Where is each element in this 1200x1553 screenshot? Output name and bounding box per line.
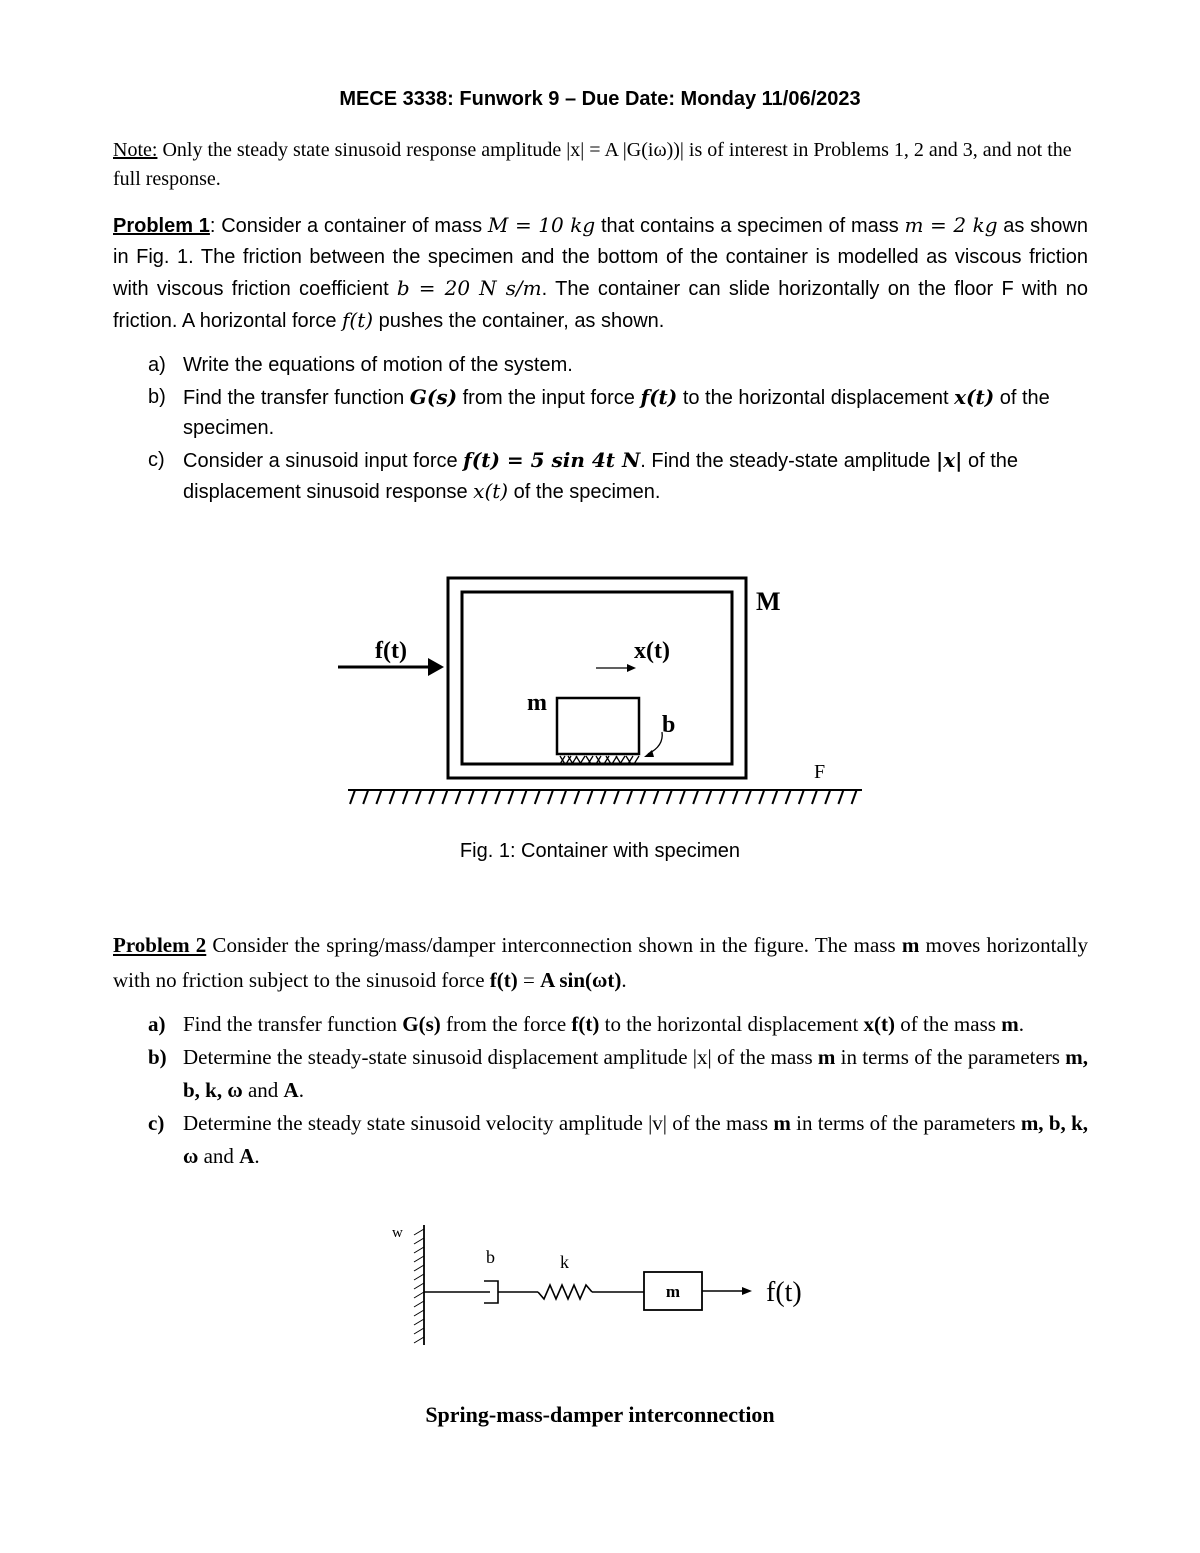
figure2-caption: Spring-mass-damper interconnection — [425, 1402, 775, 1427]
problem2-bold-2: f(t) — [489, 968, 518, 992]
item-bold: m — [817, 1045, 836, 1069]
item-label: b) — [148, 386, 166, 408]
hatch-line — [414, 1319, 424, 1325]
hatch-line — [601, 790, 606, 804]
list-item — [148, 445, 1088, 507]
hatch-line — [414, 1301, 424, 1307]
hatch-line — [416, 790, 421, 804]
hatch-line — [350, 790, 355, 804]
note-text: Only the steady state sinusoid response amplitude |x| = A |G(iω))| is of interest in Problems 1, 2 and 3, and not the full response. — [113, 139, 1072, 190]
problem1-statement — [113, 210, 1088, 337]
list-item — [148, 1008, 1088, 1041]
item-label: a) — [148, 354, 166, 376]
hatch-line — [414, 1292, 424, 1298]
floor-label: F — [814, 761, 826, 783]
hatch-line — [693, 790, 698, 804]
item-text: from the force — [440, 1012, 572, 1036]
item-math: x(t) — [954, 385, 995, 409]
item-bold: f(t) — [571, 1012, 600, 1036]
hatch-line — [403, 790, 408, 804]
hatch-line — [414, 1328, 424, 1334]
problem2-label: Problem 2 — [113, 933, 207, 957]
problem1-math-1: M = 10 kg — [487, 213, 596, 237]
hatch-line — [680, 790, 685, 804]
problem2-text-1: Consider the spring/mass/damper interconnection shown in the figure. The mass — [206, 933, 902, 957]
item-text: to the horizontal displacement — [599, 1012, 864, 1036]
problem2-list — [148, 1008, 1088, 1173]
problem2-bold-3: A sin(ωt) — [540, 968, 622, 992]
item-text: Determine the steady-state sinusoid displacement amplitude |x| of the mass — [183, 1045, 818, 1069]
problem1-label: Problem 1 — [113, 215, 210, 237]
hatch-line — [535, 790, 540, 804]
item-text: . — [298, 1078, 304, 1102]
hatch-line — [654, 790, 659, 804]
hatch-line — [363, 790, 368, 804]
hatch-line — [414, 1310, 424, 1316]
item-bold: m, b, k, ω — [183, 1111, 1088, 1168]
spring-label: k — [560, 1252, 569, 1272]
item-label: c) — [148, 1111, 165, 1135]
hatch-line — [812, 790, 817, 804]
hatch-line — [414, 1247, 424, 1253]
hatch-line — [508, 790, 513, 804]
item-text: Consider a sinusoid input force — [183, 450, 464, 472]
hatch-line — [852, 790, 857, 804]
displacement-arrow-head — [627, 664, 636, 672]
hatch-line — [772, 790, 777, 804]
hatch-line — [376, 790, 381, 804]
hatch-line — [588, 790, 593, 804]
problem2-bold-1: m — [901, 933, 920, 957]
list-item — [148, 1041, 1088, 1107]
floor-hatch — [350, 790, 857, 804]
hatch-line — [390, 790, 395, 804]
item-text: Write the equations of motion of the system. — [183, 354, 573, 376]
figure1-caption: Fig. 1: Container with specimen — [459, 840, 741, 862]
hatch-line — [548, 790, 553, 804]
container-outer-wall — [448, 578, 746, 778]
hatch-line — [522, 790, 527, 804]
item-text: to the horizontal displacement — [677, 387, 955, 409]
item-text: Determine the steady state sinusoid velocity amplitude |v| of the mass — [183, 1111, 774, 1135]
item-text: . — [254, 1144, 260, 1168]
hatch-line — [456, 790, 461, 804]
item-bold: A — [283, 1078, 299, 1102]
item-text: from the input force — [457, 387, 641, 409]
item-math: x(t) — [473, 479, 509, 503]
list-item — [148, 382, 1088, 443]
hatch-line — [414, 1229, 424, 1235]
wall-hatch — [414, 1229, 424, 1343]
hatch-line — [799, 790, 804, 804]
problem1-text-5: pushes the container, as shown. — [373, 310, 665, 332]
item-label: c) — [148, 449, 165, 471]
item-text: of the mass — [895, 1012, 1002, 1036]
item-text: of the specimen. — [183, 387, 1050, 439]
hatch-line — [733, 790, 738, 804]
hatch-line — [614, 790, 619, 804]
item-math: |x| — [935, 448, 963, 472]
hatch-line — [640, 790, 645, 804]
figure1-diagram — [0, 560, 1200, 820]
hatch-line — [429, 790, 434, 804]
item-math: f(t) — [640, 385, 678, 409]
list-item — [148, 350, 1088, 380]
hatch-line — [838, 790, 843, 804]
problem1-math-3: b = 20 N s/m — [396, 276, 542, 300]
item-text: of the specimen. — [508, 481, 661, 503]
hatch-line — [746, 790, 751, 804]
container-mass-label: M — [756, 587, 781, 616]
item-text: and — [198, 1144, 240, 1168]
force-label: f(t) — [375, 638, 407, 664]
hatch-line — [706, 790, 711, 804]
item-text: in terms of the parameters — [835, 1045, 1066, 1069]
item-text: Find the transfer function — [183, 387, 410, 409]
item-bold: m, b, k, ω — [183, 1045, 1088, 1102]
mass-label: m — [665, 1282, 681, 1301]
item-text: in terms of the parameters — [790, 1111, 1021, 1135]
hatch-line — [414, 1283, 424, 1289]
hatch-line — [720, 790, 725, 804]
friction-pointer — [648, 732, 662, 754]
item-text: Find the transfer function — [183, 1012, 403, 1036]
figure2-diagram — [0, 1215, 1200, 1355]
force-arrow-head — [428, 658, 444, 676]
hatch-line — [414, 1238, 424, 1244]
damper-label: b — [486, 1247, 495, 1267]
problem1-text-2: that contains a specimen of mass — [595, 215, 905, 237]
item-bold: G(s) — [402, 1012, 441, 1036]
list-item — [148, 1107, 1088, 1173]
problem2-text-4: . — [621, 968, 627, 992]
item-text: and — [242, 1078, 284, 1102]
displacement-label: x(t) — [634, 638, 670, 664]
item-bold: m — [1001, 1012, 1019, 1036]
specimen-block — [557, 698, 639, 754]
item-label: b) — [148, 1045, 167, 1069]
hatch-line — [414, 1265, 424, 1271]
item-bold: x(t) — [863, 1012, 896, 1036]
hatch-line — [786, 790, 791, 804]
force-arrow-head — [742, 1287, 752, 1295]
note-paragraph — [113, 136, 1088, 194]
hatch-line — [561, 790, 566, 804]
hatch-line — [442, 790, 447, 804]
page-title: MECE 3338: Funwork 9 – Due Date: Monday 11/06/2023 — [339, 88, 861, 110]
item-bold: A — [239, 1144, 255, 1168]
force-label: f(t) — [766, 1277, 802, 1308]
item-math: f(t) = 5 sin 4t N — [463, 448, 641, 472]
wall-label: w — [392, 1225, 403, 1241]
item-text: . Find the steady-state amplitude — [640, 450, 936, 472]
problem2-text-3: = — [517, 968, 541, 992]
problem2-statement — [113, 928, 1088, 998]
item-bold: m — [773, 1111, 791, 1135]
problem1-math-4: f(t) — [342, 308, 374, 332]
specimen-mass-label: m — [527, 690, 547, 716]
hatch-line — [574, 790, 579, 804]
hatch-line — [414, 1256, 424, 1262]
hatch-line — [495, 790, 500, 804]
container-inner-wall — [462, 592, 732, 764]
hatch-line — [759, 790, 764, 804]
spring — [538, 1285, 592, 1299]
item-label: a) — [148, 1012, 166, 1036]
hatch-line — [469, 790, 474, 804]
friction-label: b — [662, 712, 676, 738]
item-math: G(s) — [409, 385, 458, 409]
hatch-line — [667, 790, 672, 804]
hatch-line — [414, 1274, 424, 1280]
hatch-line — [825, 790, 830, 804]
problem1-colon: : — [209, 215, 216, 237]
problem2-text-2: moves horizontally with no friction subject to the sinusoid force — [113, 933, 1088, 992]
problem1-text-4: . The container can slide horizontally on the floor F with no friction. A horizontal force — [113, 278, 1088, 332]
hatch-line — [482, 790, 487, 804]
problem1-text-1: Consider a container of mass — [215, 215, 488, 237]
problem1-math-2: m = 2 kg — [904, 213, 998, 237]
hatch-line — [414, 1337, 424, 1343]
note-label: Note: — [113, 139, 158, 161]
problem1-list — [148, 350, 1088, 509]
item-text: . — [1018, 1012, 1024, 1036]
hatch-line — [627, 790, 632, 804]
item-text: of the displacement sinusoid response — [183, 450, 1019, 503]
problem1-text-3: as shown in Fig. 1. The friction between the specimen and the bottom of the container is modelled as viscous friction with viscous friction coefficient — [113, 215, 1088, 300]
